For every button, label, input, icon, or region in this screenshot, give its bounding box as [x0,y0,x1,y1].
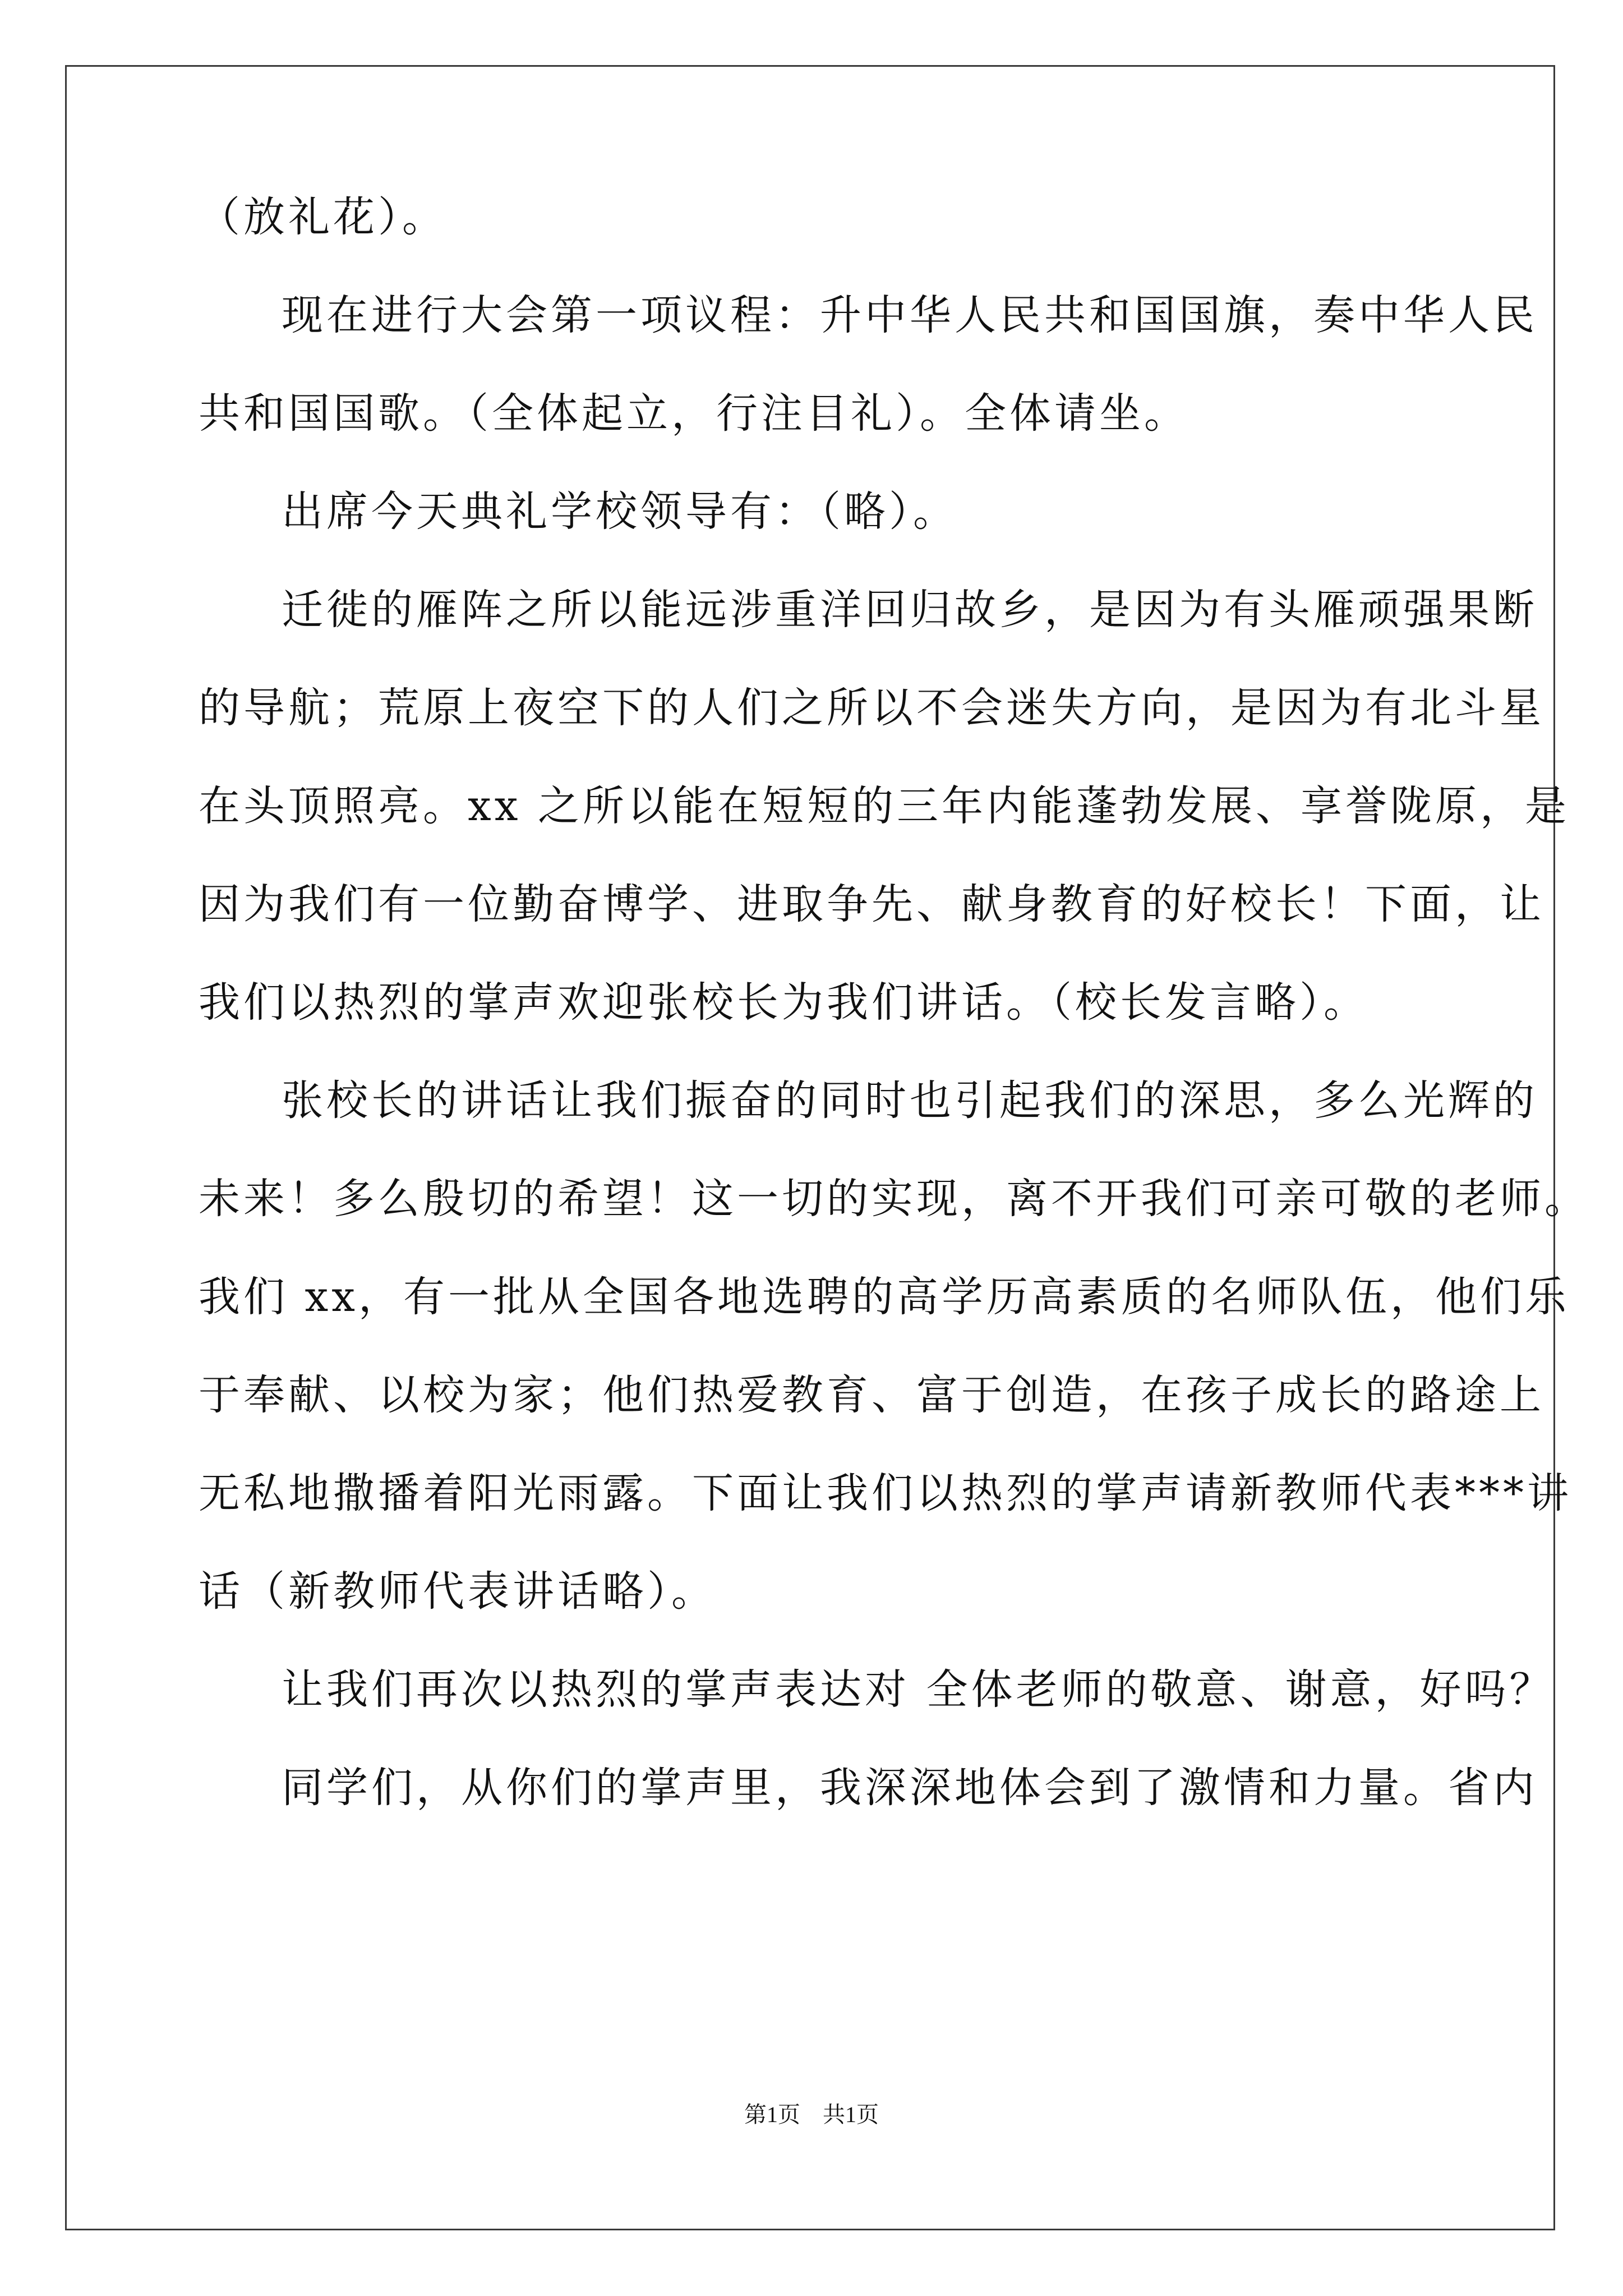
text-line: 的导航；荒原上夜空下的人们之所以不会迷失方向，是因为有北斗星 [199,684,1544,732]
paragraph-line: 张校长的讲话让我们振奋的同时也引起我们的深思，多么光辉的 [282,1076,1538,1125]
page-footer [0,2098,1623,2132]
text-line: 于奉献、以校为家；他们热爱教育、富于创造，在孩子成长的路途上 [199,1371,1544,1419]
text-line: 无私地撒播着阳光雨露。下面让我们以热烈的掌声请新教师代表***讲 [199,1469,1572,1517]
paragraph-line: 同学们，从你们的掌声里，我深深地体会到了激情和力量。省内 [282,1764,1538,1812]
text-line: 我们以热烈的掌声欢迎张校长为我们讲话。（校长发言略）。 [199,978,1368,1027]
text-line: 因为我们有一位勤奋博学、进取争先、献身教育的好校长！下面，让 [199,880,1544,928]
text-line: （放礼花）。 [199,193,447,241]
paragraph-line: 让我们再次以热烈的掌声表达对 全体老师的敬意、谢意，好吗？ [282,1665,1555,1714]
text-line: 在头顶照亮。xx 之所以能在短短的三年内能蓬勃发展、享誉陇原，是 [199,782,1570,830]
text-line: 话（新教师代表讲话略）。 [199,1567,716,1616]
text-line: 我们 xx，有一批从全国各地选聘的高学历高素质的名师队伍，他们乐 [199,1273,1570,1321]
paragraph-line: 现在进行大会第一项议程：升中华人民共和国国旗，奏中华人民 [282,291,1538,339]
paragraph-line: 迁徙的雁阵之所以能远涉重洋回归故乡，是因为有头雁顽强果断 [282,586,1538,634]
paragraph-line: 出席今天典礼学校领导有：（略）。 [282,487,958,536]
text-line: 共和国国歌。（全体起立，行注目礼）。全体请坐。 [199,389,1189,438]
page-number: 第1页 [744,2102,800,2127]
page-count: 共1页 [823,2102,879,2127]
text-line: 未来！多么殷切的希望！这一切的实现，离不开我们可亲可敬的老师。 [199,1175,1589,1223]
